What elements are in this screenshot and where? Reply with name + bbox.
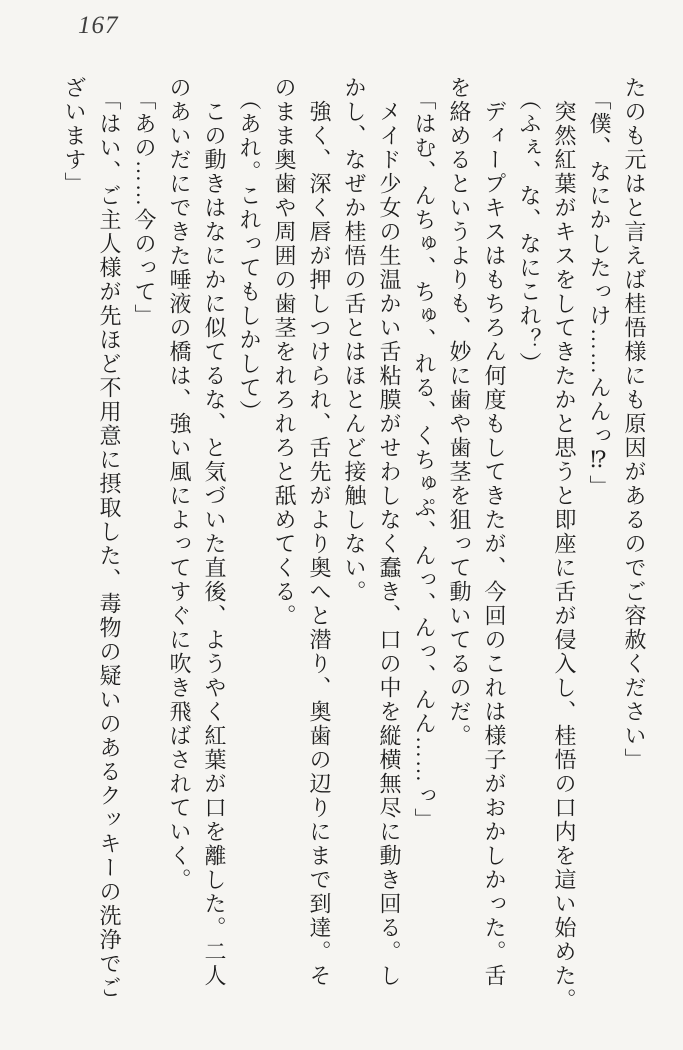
text-line: のあいだにできた唾液の橋は、強い風によってすぐに吹き飛ばされていく。 [167, 76, 192, 892]
text-line: 「はむ、んちゅ、ちゅ、れる、くちゅぷ、んっ、んっ、んん……っ」 [412, 88, 437, 832]
vertical-text-block [57, 76, 652, 1018]
text-line: ざいます」 [62, 76, 87, 196]
text-line: メイド少女の生温かい舌粘膜がせわしなく蠢き、口の中を縦横無尽に動き回る。し [377, 100, 402, 988]
text-line: 「はい、ご主人様が先ほど不用意に摂取した、毒物の疑いのあるクッキーの洗浄でご [97, 88, 122, 1000]
text-line: たのも元はと言えば桂悟様にも原因があるのでご容赦ください」 [622, 76, 647, 772]
text-line: ディープキスはもちろん何度もしてきたが、今回のこれは様子がおかしかった。舌 [482, 100, 507, 988]
page-number: 167 [78, 12, 119, 39]
text-line: 強く、深く唇が押しつけられ、舌先がより奥へと潜り、奥歯の辺りにまで到達。そ [307, 100, 332, 988]
text-line: かし、なぜか桂悟の舌とはほとんど接触しない。 [342, 76, 367, 604]
text-line: 突然紅葉がキスをしてきたかと思うと即座に舌が侵入し、桂悟の口内を這い始めた。 [552, 100, 577, 1012]
text-line: （あれ。これってもしかして） [237, 88, 262, 424]
text-line: のまま奥歯や周囲の歯茎をれろれろと舐めてくる。 [272, 76, 297, 628]
text-line: 「僕、なにかしたっけ……んんっ⁉」 [587, 88, 612, 499]
text-line: この動きはなにかに似てるな、と気づいた直後、ようやく紅葉が口を離した。二人 [202, 100, 227, 988]
text-line: 「あの……今のって」 [132, 88, 157, 328]
text-line: （ふぇ、な、なにこれ？） [517, 88, 542, 376]
text-line: を絡めるというよりも、妙に歯や歯茎を狙って動いてるのだ。 [447, 76, 472, 748]
